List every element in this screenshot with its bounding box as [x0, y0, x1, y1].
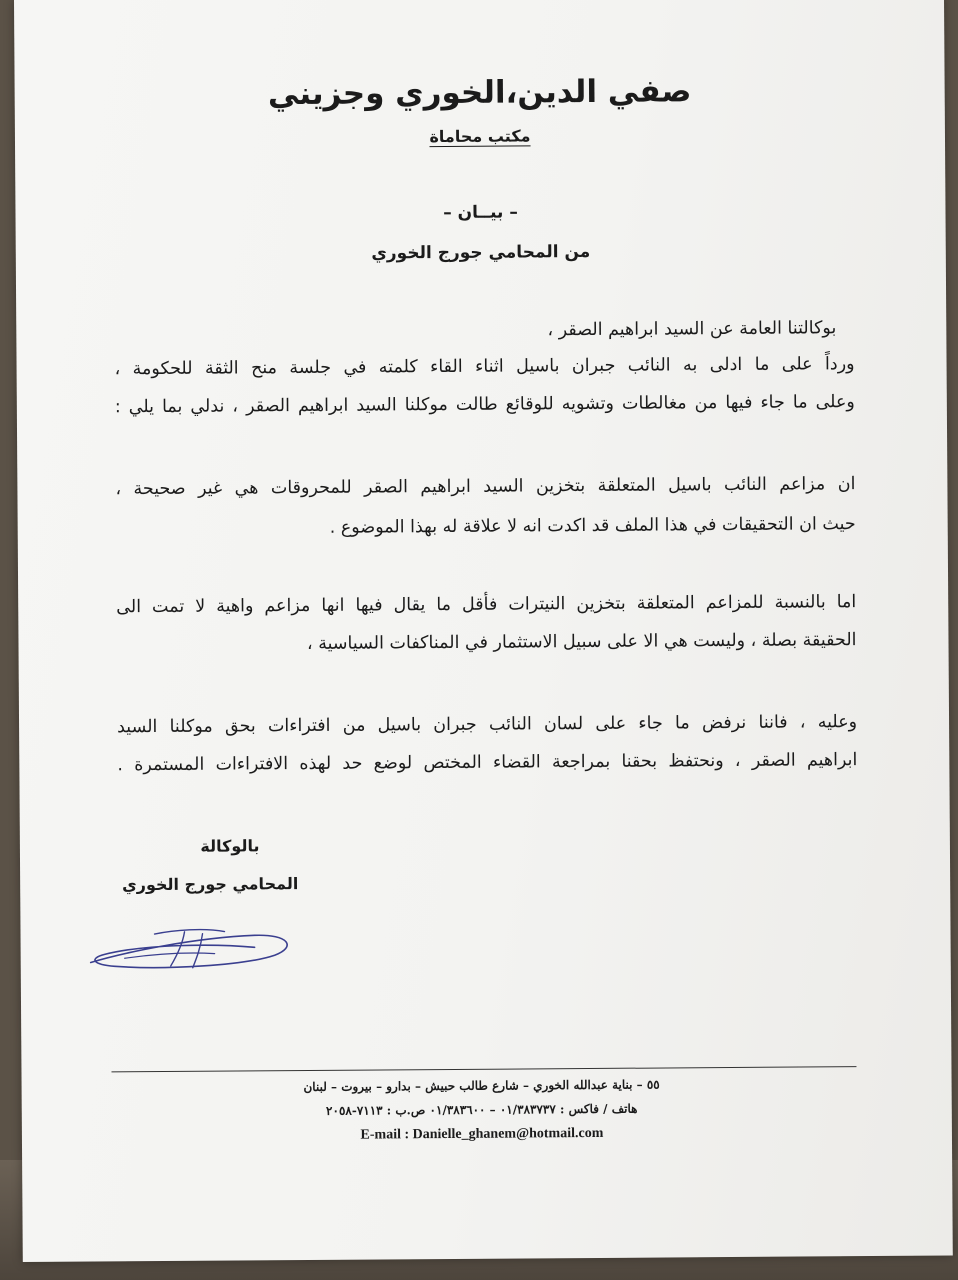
firm-type [15, 124, 945, 149]
intro-line: بوكالتنا العامة عن السيد ابراهيم الصقر ، [547, 318, 837, 341]
handwritten-signature [84, 913, 294, 984]
footer-phone: هاتف / فاكس : ٠١/٣٨٣٧٣٧ – ٠١/٣٨٣٦٠٠ ص.ب : ٧١١٣-٢٠٥٨ [325, 1101, 638, 1118]
paragraph-4-line-1: وعليه ، فاننا نرفض ما جاء على لسان النائب جبران باسيل من افتراءات بحق موكلنا السيد [117, 712, 858, 738]
paragraph-3-line-1: اما بالنسبة للمزاعم المتعلقة بتخزين النيترات فأقل ما يقال فيها انها مزاعم واهية لا تمت الى [116, 592, 857, 618]
statement-title: – بيــان – [443, 202, 518, 224]
letter-page [14, 0, 953, 1262]
by-proxy-label: بالوكالة [200, 836, 260, 856]
signatory-name: المحامي جورج الخوري [121, 874, 299, 895]
paragraph-3-line-2: الحقيقة بصلة ، وليست هي الا على سبيل الاستثمار في المناكفات السياسية ، [306, 630, 857, 654]
footer-address: ٥٥ – بناية عبدالله الخوري – شارع طالب حبيش – بدارو – بيروت – لبنان [303, 1077, 660, 1095]
footer-divider [111, 1066, 856, 1072]
paragraph-4-line-2: ابراهيم الصقر ، ونحتفظ بحقنا بمراجعة القضاء المختص لوضع حد لهذه الافتراءات المستمرة . [117, 750, 858, 776]
paragraph-2-line-2: حيث ان التحقيقات في هذا الملف قد اكدت انه لا علاقة له بهذا الموضوع . [329, 514, 856, 538]
paragraph-2-line-1: ان مزاعم النائب باسيل المتعلقة بتخزين السيد ابراهيم الصقر للمحروقات هي غير صحيحة ، [115, 474, 856, 500]
paragraph-1-line-1: ورداً على ما ادلى به النائب جبران باسيل اثناء القاء كلمته في جلسة منح الثقة للحكومة ، [114, 354, 855, 380]
firm-name: صفي الدين،الخوري وجزيني [267, 73, 692, 113]
statement-from: من المحامي جورج الخوري [371, 241, 591, 264]
footer-email: E-mail : Danielle_ghanem@hotmail.com [360, 1125, 604, 1143]
paragraph-1-line-2: وعلى ما جاء فيها من مغالطات وتشويه للوقائع طالت موكلنا السيد ابراهيم الصقر ، ندلي بما يلي : [114, 392, 855, 418]
firm-type-text: مكتب محاماة [429, 126, 531, 147]
